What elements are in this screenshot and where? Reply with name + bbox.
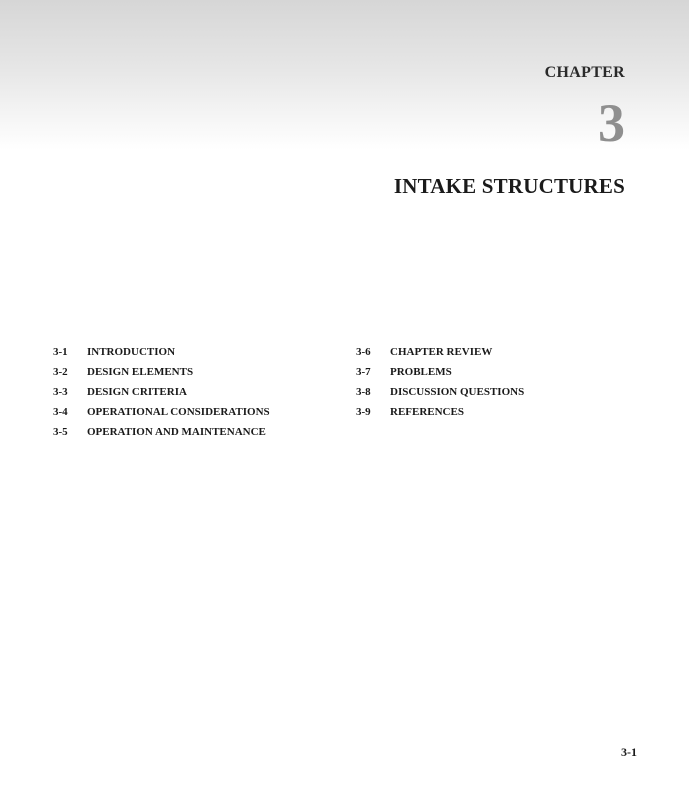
toc-item [53,425,270,445]
toc-item [356,405,524,425]
toc-item [356,365,524,385]
toc-item-number: 3-3 [53,386,68,398]
toc-item-number: 3-4 [53,406,68,418]
toc-item [356,385,524,405]
chapter-number: 3 [598,93,625,153]
toc-item [53,405,270,425]
toc-item [53,365,270,385]
toc-item-title: OPERATION AND MAINTENANCE [87,426,266,438]
toc-item-title: DISCUSSION QUESTIONS [390,386,525,398]
toc-item-title: REFERENCES [390,406,464,418]
toc-item-title: CHAPTER REVIEW [390,346,493,358]
toc-item-title: DESIGN ELEMENTS [87,366,194,378]
toc-item [53,385,270,405]
toc-item [53,345,270,365]
toc-item-title: OPERATIONAL CONSIDERATIONS [87,406,270,418]
toc-item-number: 3-1 [53,346,68,358]
toc-item-number: 3-7 [356,366,371,378]
chapter-title: INTAKE STRUCTURES [393,174,625,198]
toc-item-number: 3-8 [356,386,371,398]
contents-column-right [356,345,524,425]
toc-item-title: PROBLEMS [390,366,452,378]
toc-item-number: 3-9 [356,406,371,418]
toc-item-title: INTRODUCTION [87,346,176,358]
toc-item-number: 3-2 [53,366,68,378]
chapter-label: CHAPTER [544,64,625,81]
toc-item [356,345,524,365]
toc-item-title: DESIGN CRITERIA [87,386,187,398]
contents-column-left [53,345,270,445]
toc-item-number: 3-5 [53,426,68,438]
page-number: 3-1 [621,745,637,759]
toc-item-number: 3-6 [356,346,371,358]
